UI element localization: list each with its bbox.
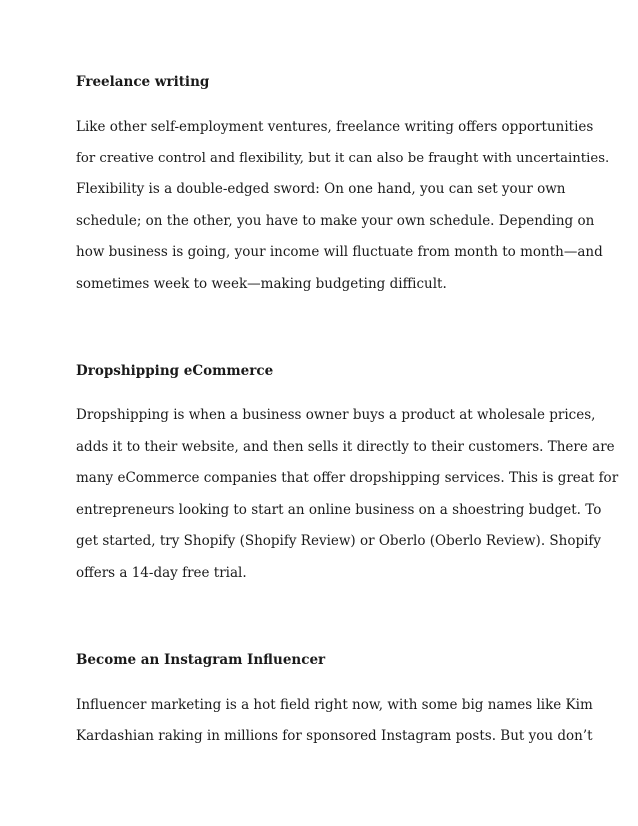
paragraph-line: sometimes week to week—making budgeting difficult. [76, 276, 447, 292]
paragraph-line: Kardashian raking in millions for sponsored Instagram posts. But you don’t [76, 728, 593, 744]
paragraph-line: many eCommerce companies that offer dropshipping services. This is great for [76, 470, 619, 486]
paragraph-line: how business is going, your income will fluctuate from month to month—and [76, 244, 603, 260]
paragraph-line: offers a 14-day free trial. [76, 565, 247, 581]
section-heading: Freelance writing [76, 74, 210, 90]
section-heading: Dropshipping eCommerce [76, 363, 274, 379]
paragraph-line: Flexibility is a double-edged sword: On one hand, you can set your own [76, 181, 566, 197]
paragraph-line: adds it to their website, and then sells it directly to their customers. There are [76, 439, 615, 455]
section-heading: Become an Instagram Influencer [76, 652, 326, 668]
paragraph-line: Like other self-employment ventures, freelance writing offers opportunities [76, 119, 594, 135]
paragraph-line: schedule; on the other, you have to make your own schedule. Depending on [76, 213, 595, 229]
paragraph-line: get started, try Shopify (Shopify Review) or Oberlo (Oberlo Review). Shopify [76, 533, 602, 549]
paragraph-line: for creative control and flexibility, but it can also be fraught with uncertainties. [76, 151, 610, 166]
paragraph-line: Dropshipping is when a business owner buys a product at wholesale prices, [76, 407, 596, 423]
paragraph-line: entrepreneurs looking to start an online business on a shoestring budget. To [76, 502, 602, 518]
paragraph-line: Influencer marketing is a hot field right now, with some big names like Kim [76, 697, 593, 713]
